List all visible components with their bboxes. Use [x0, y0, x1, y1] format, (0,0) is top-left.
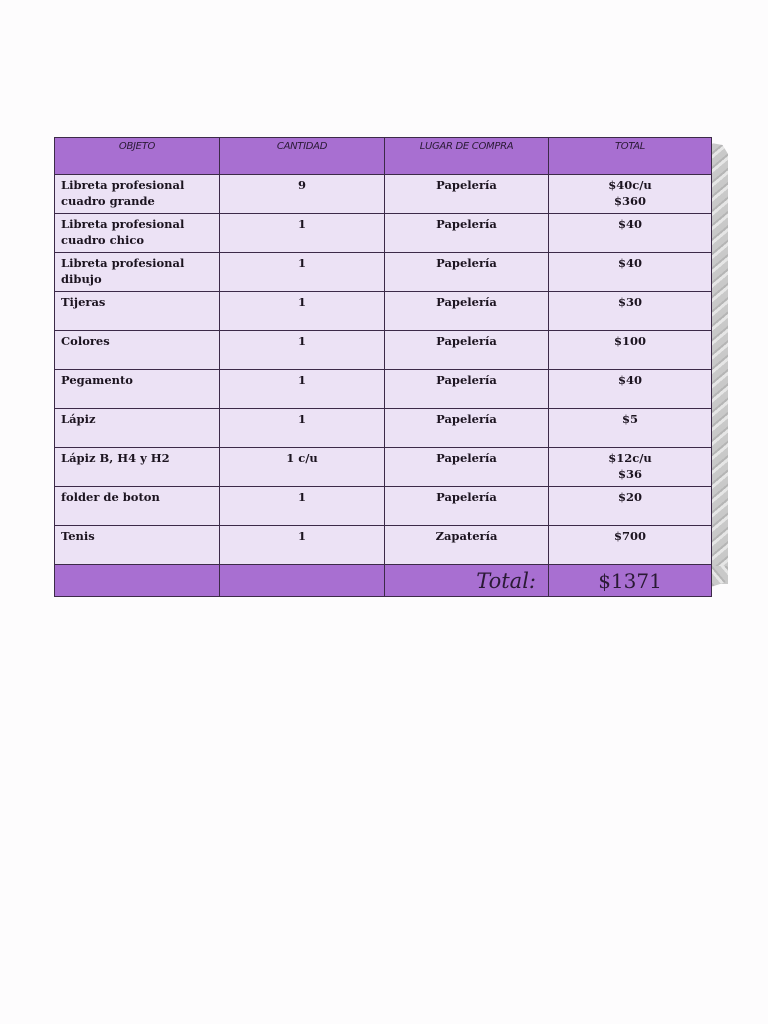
cell-objeto: Pegamento — [55, 370, 220, 409]
cell-total: $40 — [549, 253, 712, 292]
table-row — [55, 487, 712, 526]
footer-empty-cell — [220, 565, 385, 597]
cell-cantidad: 1 — [220, 487, 385, 526]
cell-objeto: Tijeras — [55, 292, 220, 331]
cell-cantidad: 1 — [220, 292, 385, 331]
cell-objeto: Libreta profesional cuadro chico — [55, 214, 220, 253]
cell-objeto: Tenis — [55, 526, 220, 565]
cell-objeto: Libreta profesional cuadro grande — [55, 175, 220, 214]
cell-cantidad: 1 c/u — [220, 448, 385, 487]
cell-cantidad: 1 — [220, 331, 385, 370]
cell-objeto: folder de boton — [55, 487, 220, 526]
cell-total: $12c/u $36 — [549, 448, 712, 487]
cell-cantidad: 1 — [220, 214, 385, 253]
cell-lugar: Papelería — [385, 253, 549, 292]
header-total: TOTAL — [549, 138, 712, 175]
header-lugar-de-compra: LUGAR DE COMPRA — [385, 138, 549, 175]
cell-lugar: Papelería — [385, 409, 549, 448]
cell-total: $40c/u $360 — [549, 175, 712, 214]
total-label: Total: — [385, 565, 549, 597]
cell-total: $40 — [549, 370, 712, 409]
cell-lugar: Papelería — [385, 292, 549, 331]
cell-total: $30 — [549, 292, 712, 331]
table-footer-row — [55, 565, 712, 597]
table-row — [55, 292, 712, 331]
table-row — [55, 331, 712, 370]
table-row — [55, 214, 712, 253]
table-row — [55, 526, 712, 565]
cell-total: $5 — [549, 409, 712, 448]
table-row — [55, 253, 712, 292]
cell-lugar: Papelería — [385, 370, 549, 409]
cell-total: $700 — [549, 526, 712, 565]
footer-empty-cell — [55, 565, 220, 597]
table-row — [55, 409, 712, 448]
cell-lugar: Papelería — [385, 487, 549, 526]
cell-lugar: Papelería — [385, 214, 549, 253]
cell-lugar: Papelería — [385, 175, 549, 214]
total-value: $1371 — [549, 565, 712, 597]
cell-lugar: Zapatería — [385, 526, 549, 565]
shopping-table — [54, 137, 712, 597]
cell-objeto: Lápiz — [55, 409, 220, 448]
table-row — [55, 448, 712, 487]
cell-lugar: Papelería — [385, 448, 549, 487]
cell-cantidad: 1 — [220, 370, 385, 409]
cell-cantidad: 1 — [220, 409, 385, 448]
cell-total: $40 — [549, 214, 712, 253]
table-row — [55, 175, 712, 214]
table-row — [55, 370, 712, 409]
cell-lugar: Papelería — [385, 331, 549, 370]
cell-objeto: Colores — [55, 331, 220, 370]
header-objeto: OBJETO — [55, 138, 220, 175]
cell-cantidad: 1 — [220, 253, 385, 292]
cell-total: $100 — [549, 331, 712, 370]
cell-objeto: Lápiz B, H4 y H2 — [55, 448, 220, 487]
table-header-row — [55, 138, 712, 175]
cell-cantidad: 9 — [220, 175, 385, 214]
header-cantidad: CANTIDAD — [220, 138, 385, 175]
cell-objeto: Libreta profesional dibujo — [55, 253, 220, 292]
cell-total: $20 — [549, 487, 712, 526]
cell-cantidad: 1 — [220, 526, 385, 565]
